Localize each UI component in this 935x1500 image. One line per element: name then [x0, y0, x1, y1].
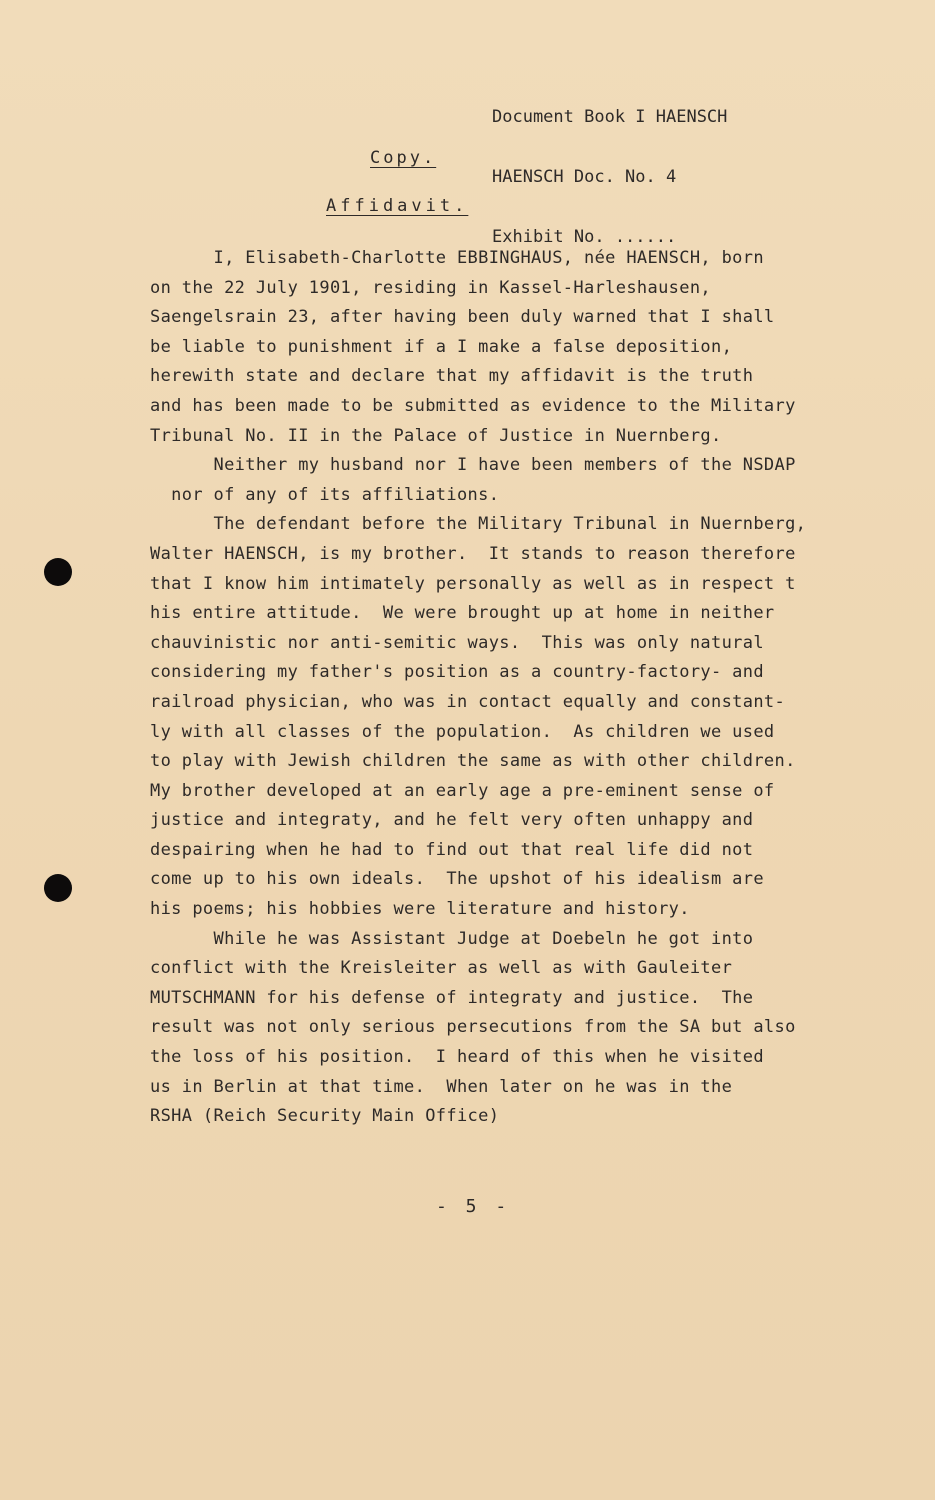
body-line: ly with all classes of the population. As children we used [150, 721, 775, 742]
body-line: that I know him intimately personally as well as in respect t [150, 573, 796, 594]
body-line: considering my father's position as a country-factory- and [150, 662, 764, 683]
page-number: - 5 - [436, 1196, 511, 1217]
body-line: despairing when he had to find out that real life did not [150, 839, 754, 860]
punch-hole [44, 874, 72, 902]
body-line: The defendant before the Military Tribunal in Nuernberg, [150, 514, 807, 535]
body-line: us in Berlin at that time. When later on he was in the [150, 1076, 733, 1097]
body-line: herewith state and declare that my affidavit is the truth [150, 366, 754, 387]
copy-title: Copy. [370, 148, 437, 168]
body-line: on the 22 July 1901, residing in Kassel-Harleshausen, [150, 277, 711, 298]
body-line: railroad physician, who was in contact equally and constant- [150, 691, 786, 712]
body-line: conflict with the Kreisleiter as well as with Gauleiter [150, 958, 733, 979]
header-line: Document Book I HAENSCH [492, 107, 728, 127]
body-line: Neither my husband nor I have been members of the NSDAP [150, 455, 796, 476]
body-line: to play with Jewish children the same as with other children. [150, 751, 796, 772]
body-line: RSHA (Reich Security Main Office) [150, 1106, 500, 1127]
body-line: be liable to punishment if a I make a false deposition, [150, 336, 733, 357]
punch-hole [44, 558, 72, 586]
body-line: Tribunal No. II in the Palace of Justice in Nuernberg. [150, 425, 722, 446]
body-line: and has been made to be submitted as evidence to the Military [150, 395, 796, 416]
body-line: MUTSCHMANN for his defense of integraty and justice. The [150, 987, 754, 1008]
affidavit-body [150, 244, 880, 1132]
body-line: justice and integraty, and he felt very often unhappy and [150, 810, 754, 831]
body-line: Saengelsrain 23, after having been duly warned that I shall [150, 307, 775, 328]
body-line: his entire attitude. We were brought up at home in neither [150, 603, 775, 624]
body-line: nor of any of its affiliations. [150, 484, 500, 505]
body-line: Walter HAENSCH, is my brother. It stands to reason therefore [150, 543, 796, 564]
header-line: Exhibit No. ...... [492, 227, 677, 247]
body-line: I, Elisabeth-Charlotte EBBINGHAUS, née HAENSCH, born [150, 248, 764, 268]
affidavit-title: Affidavit. [326, 196, 469, 216]
body-line: his poems; his hobbies were literature and history. [150, 899, 690, 920]
body-line: result was not only serious persecutions from the SA but also [150, 1017, 796, 1038]
body-line: the loss of his position. I heard of this when he visited [150, 1047, 764, 1068]
body-line: My brother developed at an early age a pre-eminent sense of [150, 780, 775, 801]
body-line: While he was Assistant Judge at Doebeln he got into [150, 928, 754, 949]
body-line: come up to his own ideals. The upshot of his idealism are [150, 869, 764, 890]
header-line: HAENSCH Doc. No. 4 [492, 167, 677, 187]
body-line: chauvinistic nor anti-semitic ways. This was only natural [150, 632, 764, 653]
